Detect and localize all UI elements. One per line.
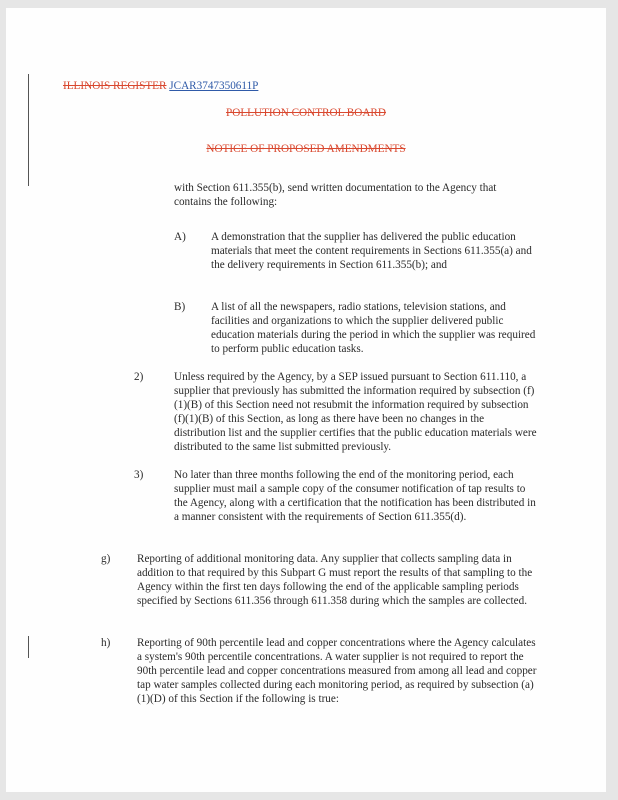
- revision-bar-top: [28, 74, 29, 186]
- register-title: ILLINOIS REGISTER: [63, 80, 167, 92]
- item-2-text: Unless required by the Agency, by a SEP issued pursuant to Section 611.110, a supplier that previously has submitted the information required by subsection (f)(1)(B) of this Section need not resubmit the information required by subsection (f)(1)(B) of this Section, as long as there have been no changes in the distribution list and the supplier certifies that the public education materials were distributed to the same list submitted previously.: [174, 371, 537, 453]
- document-page: [6, 8, 606, 792]
- item-h-text: Reporting of 90th percentile lead and copper concentrations where the Agency calculates a system's 90th percentile concentrations. A water supplier is not required to report the 90th percentile lead and copper concentrations measured from among all lead and copper tap water samples collected during each monitoring period, as required by subsection (a)(1)(D) of this Section if the following is true:: [137, 637, 537, 705]
- item-g-label: g): [101, 553, 111, 565]
- item-A-text: A demonstration that the supplier has delivered the public education materials that meet the content requirements in Sections 611.355(a) and the delivery requirements in Section 611.355(b); and: [211, 231, 532, 271]
- item-B-label: B): [174, 301, 186, 313]
- notice-title: NOTICE OF PROPOSED AMENDMENTS: [206, 143, 406, 155]
- item-2-label: 2): [134, 371, 144, 383]
- item-h-label: h): [101, 637, 111, 649]
- intro-paragraph: with Section 611.355(b), send written documentation to the Agency that contains the following:: [174, 182, 497, 208]
- agency-title: POLLUTION CONTROL BOARD: [226, 107, 386, 119]
- item-A-label: A): [174, 231, 186, 243]
- item-B-text: A list of all the newspapers, radio stations, television stations, and facilities and organizations to which the supplier delivered public education materials during the period in which the supplier was required to perform public education tasks.: [211, 301, 536, 355]
- register-header: [63, 79, 258, 93]
- item-g-text: Reporting of additional monitoring data. Any supplier that collects sampling data in addition to that required by this Subpart G must report the results of that sampling to the Agency within the first ten days following the end of the applicable sampling periods specified by Sections 611.356 through 611.358 during which the samples are collected.: [137, 553, 533, 607]
- jcar-code: JCAR3747350611P: [169, 80, 259, 92]
- item-3-text: No later than three months following the end of the monitoring period, each supplier must mail a sample copy of the consumer notification of tap results to the Agency, along with a certification that the notification has been distributed in a manner consistent with the requirements of Section 611.355(d).: [174, 469, 536, 523]
- item-3-label: 3): [134, 469, 144, 481]
- revision-bar-bottom: [28, 636, 29, 658]
